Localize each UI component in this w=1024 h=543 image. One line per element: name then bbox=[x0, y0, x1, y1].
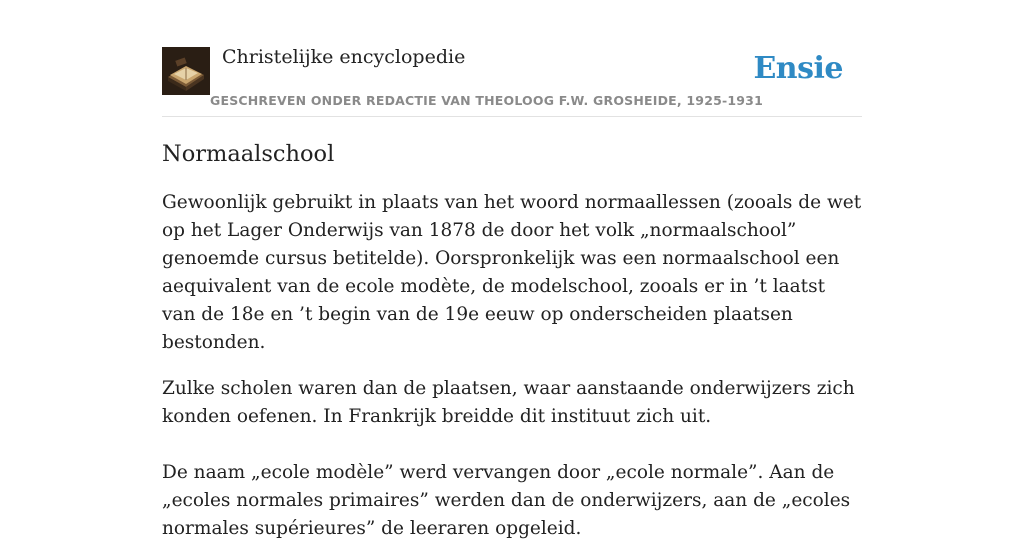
site-title[interactable]: Christelijke encyclopedie bbox=[222, 46, 466, 68]
site-subtitle: GESCHREVEN ONDER REDACTIE VAN THEOLOOG F.W. GROSHEIDE, 1925-1931 bbox=[210, 93, 763, 108]
article-paragraph: Zulke scholen waren dan de plaatsen, waar aanstaande onderwijzers zich konden oefenen. In Frankrijk breidde dit instituut zich uit. bbox=[162, 378, 855, 427]
article bbox=[162, 137, 862, 543]
site-header bbox=[162, 46, 862, 117]
article-paragraph: Gewoonlijk gebruikt in plaats van het woord normaallessen (zooals de wet op het Lager Onderwijs van 1878 de door het volk „normaalschool” genoemde cursus betitelde). Oorspronkelijk was een normaalschool een aequivalent van de ecole modète, de modelschool, zooals er in ’t laatst van de 18e en ’t begin van de 19e eeuw op onderscheiden plaatsen bestonden. bbox=[162, 192, 862, 353]
book-photo-icon[interactable] bbox=[162, 47, 210, 95]
brand-logo-link[interactable]: Ensie bbox=[753, 51, 843, 86]
article-paragraph: De naam „ecole modèle” werd vervangen door „ecole normale”. Aan de „ecoles normales primaires” werden dan de onderwijzers, aan de „ecoles normales supérieures” de leeraren opgeleid. bbox=[162, 462, 851, 539]
article-title: Normaalschool bbox=[162, 141, 335, 167]
